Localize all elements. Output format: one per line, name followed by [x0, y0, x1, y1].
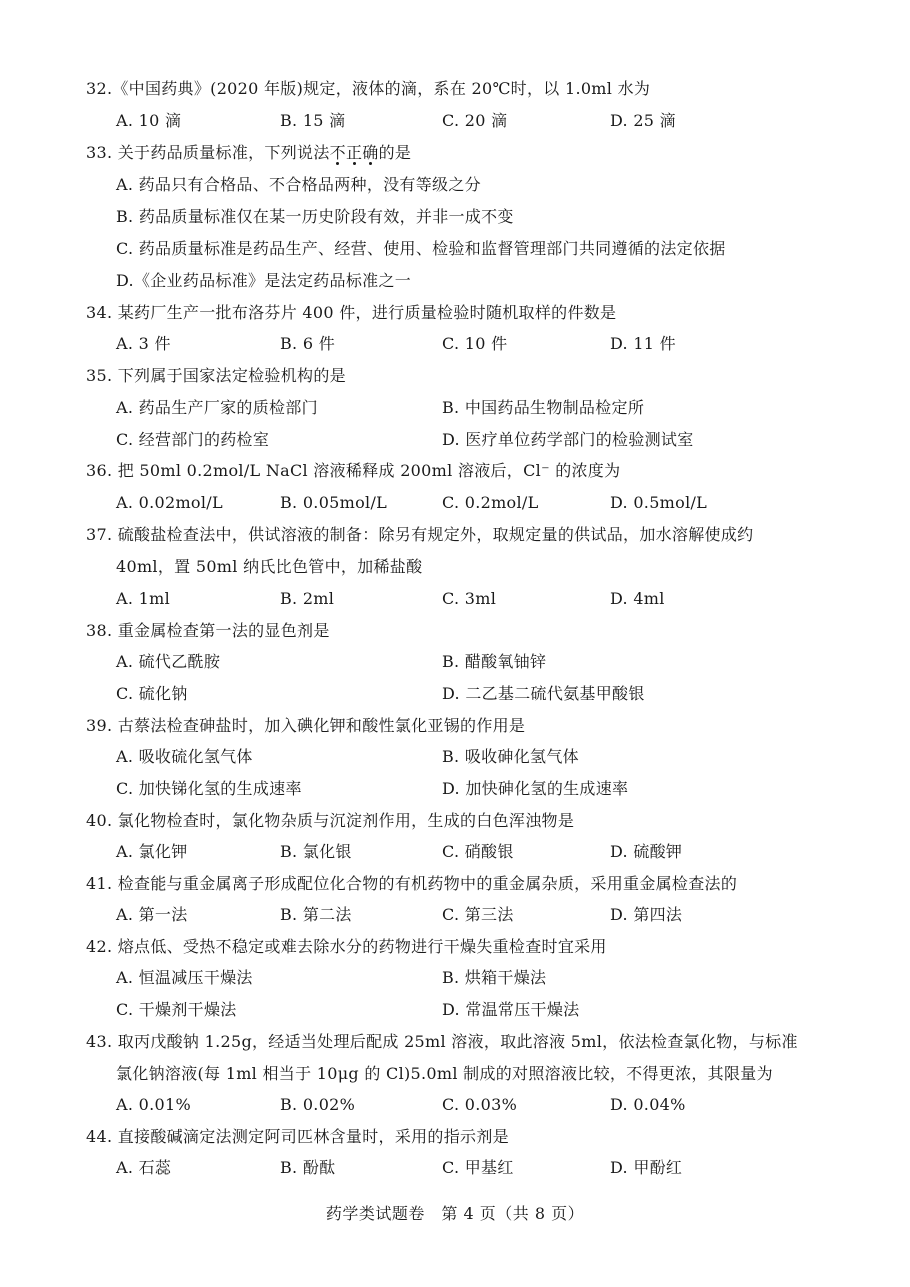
- question-42-stem: 42. 熔点低、受热不稳定或难去除水分的药物进行干燥失重检查时宜采用: [86, 937, 607, 956]
- question-37-option-c: C. 3ml: [442, 589, 497, 608]
- question-43-option-c: C. 0.03%: [442, 1095, 518, 1114]
- question-35-stem: 35. 下列属于国家法定检验机构的是: [86, 366, 346, 385]
- question-42-option-b: B. 烘箱干燥法: [442, 968, 547, 987]
- question-34-option-c: C. 10 件: [442, 334, 508, 353]
- question-43-option-d: D. 0.04%: [610, 1095, 686, 1114]
- question-32-option-a: A. 10 滴: [116, 111, 182, 130]
- question-38-option-c: C. 硫化钠: [116, 684, 188, 703]
- question-34-option-b: B. 6 件: [280, 334, 335, 353]
- question-43-stem: 43. 取丙戊酸钠 1.25g，经适当处理后配成 25ml 溶液，取此溶液 5ml，依法检查氯化物，与标准: [86, 1032, 798, 1051]
- question-34-option-a: A. 3 件: [116, 334, 171, 353]
- question-42-option-c: C. 干燥剂干燥法: [116, 1000, 237, 1019]
- question-44-stem: 44. 直接酸碱滴定法测定阿司匹林含量时，采用的指示剂是: [86, 1127, 509, 1146]
- question-35-option-a: A. 药品生产厂家的质检部门: [116, 398, 318, 417]
- question-44-option-c: C. 甲基红: [442, 1158, 514, 1177]
- question-33-option-d: D.《企业药品标准》是法定药品标准之一: [116, 271, 412, 290]
- question-32-option-d: D. 25 滴: [610, 111, 676, 130]
- question-41-option-d: D. 第四法: [610, 905, 683, 924]
- question-37-stem: 37. 硫酸盐检查法中，供试溶液的制备：除另有规定外，取规定量的供试品，加水溶解使成约: [86, 525, 754, 544]
- question-40-option-d: D. 硫酸钾: [610, 842, 683, 861]
- question-35-option-d: D. 医疗单位药学部门的检验测试室: [442, 430, 694, 449]
- question-36-option-a: A. 0.02mol/L: [116, 493, 223, 512]
- question-38-option-a: A. 硫代乙酰胺: [116, 652, 221, 671]
- question-34-stem: 34. 某药厂生产一批布洛芬片 400 件，进行质量检验时随机取样的件数是: [86, 303, 617, 322]
- question-38-stem: 38. 重金属检查第一法的显色剂是: [86, 621, 330, 640]
- question-36-option-b: B. 0.05mol/L: [280, 493, 388, 512]
- question-41-option-a: A. 第一法: [116, 905, 188, 924]
- question-39-option-b: B. 吸收砷化氢气体: [442, 747, 579, 766]
- question-40-stem: 40. 氯化物检查时，氯化物杂质与沉淀剂作用，生成的白色浑浊物是: [86, 811, 575, 830]
- question-33-stem: [86, 142, 411, 164]
- question-33-option-c: C. 药品质量标准是药品生产、经营、使用、检验和监督管理部门共同遵循的法定依据: [116, 239, 726, 258]
- question-36-option-d: D. 0.5mol/L: [610, 493, 708, 512]
- question-40-option-b: B. 氯化银: [280, 842, 352, 861]
- question-35-option-b: B. 中国药品生物制品检定所: [442, 398, 645, 417]
- question-36-option-c: C. 0.2mol/L: [442, 493, 539, 512]
- question-42-option-d: D. 常温常压干燥法: [442, 1000, 580, 1019]
- question-36-stem: 36. 把 50ml 0.2mol/L NaCl 溶液稀释成 200ml 溶液后，Cl⁻ 的浓度为: [86, 461, 621, 480]
- question-37-stem-continued: 40ml，置 50ml 纳氏比色管中，加稀盐酸: [116, 557, 423, 576]
- question-40-option-a: A. 氯化钾: [116, 842, 188, 861]
- question-33-option-a: A. 药品只有合格品、不合格品两种，没有等级之分: [116, 175, 481, 194]
- question-39-option-a: A. 吸收硫化氢气体: [116, 747, 253, 766]
- question-33-option-b: B. 药品质量标准仅在某一历史阶段有效，并非一成不变: [116, 207, 514, 226]
- question-39-option-c: C. 加快锑化氢的生成速率: [116, 779, 302, 798]
- question-37-option-d: D. 4ml: [610, 589, 665, 608]
- page-footer: 药学类试题卷 第 4 页（共 8 页）: [325, 1204, 585, 1223]
- question-33-stem-post: 的是: [378, 143, 412, 162]
- question-33-emphasis-3: 确: [362, 143, 379, 162]
- question-33-stem-pre: 33. 关于药品质量标准，下列说法: [86, 143, 330, 162]
- question-37-option-b: B. 2ml: [280, 589, 335, 608]
- question-44-option-d: D. 甲酚红: [610, 1158, 683, 1177]
- question-37-option-a: A. 1ml: [116, 589, 170, 608]
- question-43-option-a: A. 0.01%: [116, 1095, 191, 1114]
- question-39-option-d: D. 加快砷化氢的生成速率: [442, 779, 629, 798]
- question-43-option-b: B. 0.02%: [280, 1095, 356, 1114]
- question-38-option-b: B. 醋酸氧铀锌: [442, 652, 547, 671]
- question-39-stem: 39. 古蔡法检查砷盐时，加入碘化钾和酸性氯化亚锡的作用是: [86, 716, 526, 735]
- question-41-option-b: B. 第二法: [280, 905, 352, 924]
- question-32-option-c: C. 20 滴: [442, 111, 508, 130]
- question-33-emphasis-2: 正: [345, 143, 363, 162]
- question-41-option-c: C. 第三法: [442, 905, 514, 924]
- question-40-option-c: C. 硝酸银: [442, 842, 514, 861]
- question-44-option-a: A. 石蕊: [116, 1158, 172, 1177]
- question-41-stem: 41. 检查能与重金属离子形成配位化合物的有机药物中的重金属杂质，采用重金属检查法的: [86, 874, 738, 893]
- question-32-stem: 32.《中国药典》(2020 年版)规定，液体的滴，系在 20℃时，以 1.0ml 水为: [86, 79, 651, 98]
- question-43-stem-continued: 氯化钠溶液(每 1ml 相当于 10μg 的 Cl)5.0ml 制成的对照溶液比较，不得更浓，其限量为: [116, 1064, 773, 1083]
- question-32-option-b: B. 15 滴: [280, 111, 346, 130]
- question-35-option-c: C. 经营部门的药检室: [116, 430, 270, 449]
- question-42-option-a: A. 恒温减压干燥法: [116, 968, 253, 987]
- question-38-option-d: D. 二乙基二硫代氨基甲酸银: [442, 684, 645, 703]
- question-33-emphasis-1: 不: [329, 143, 346, 162]
- question-34-option-d: D. 11 件: [610, 334, 676, 353]
- question-44-option-b: B. 酚酞: [280, 1158, 336, 1177]
